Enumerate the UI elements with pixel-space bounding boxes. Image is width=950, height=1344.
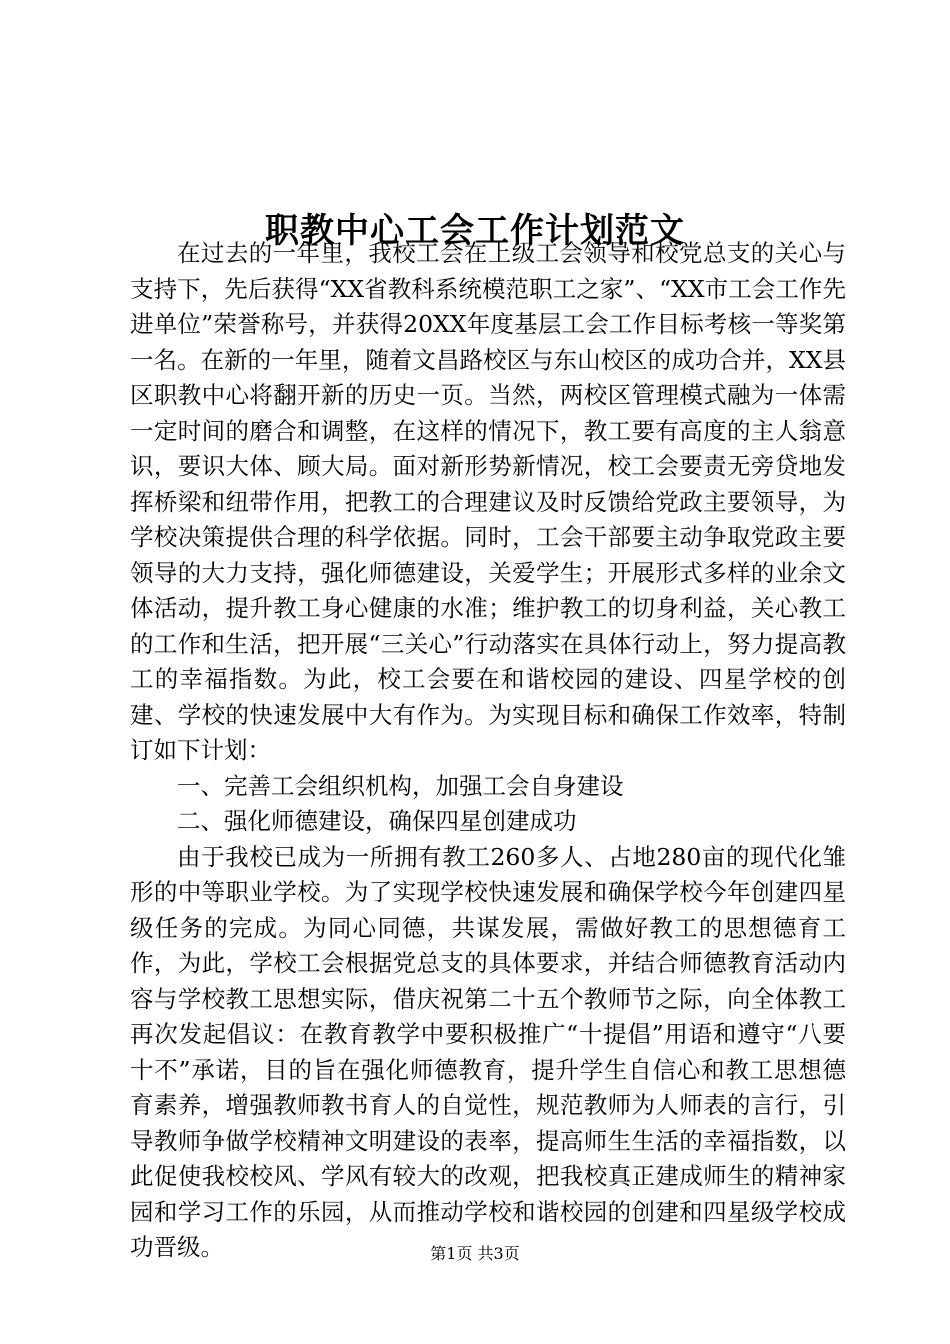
page-footer: 第1页 共3页 [430,1244,520,1263]
section-heading-1: 一、完善工会组织机构，加强工会自身建设 [177,771,624,800]
section-heading-2: 二、强化师德建设，确保四星创建成功 [177,807,577,835]
document-title: 职教中心工会工作计划范文 [265,210,685,251]
paragraph-section-2: 由于我校已成为一所拥有教工260多人、占地280亩的现代化雏形的中等职业学校。为了实现学校快速发展和确保学校今年创建四星级任务的完成。为同心同德，共谋发展，需做好教工的思想德育工作，为此，学校工会根据党总支的具体要求，并结合师德教育活动内容与学校教工思想实际，借庆祝第二十五个教师节之际，向全体教工再次发起倡议：在教育教学中要积极推广“十提倡”用语和遵守“八要十不”承诺，目的旨在强化师德教育，提升学生自信心和教工思想德育素养，增强教师教书育人的自觉性，规范教师为人师表的言行，引导教师争做学校精神文明建设的表率，提高师生生活的幸福指数，以此促使我校校风、学风有较大的改观，把我校真正建成师生的精神家园和学习工作的乐园，从而推动学校和谐校园的创建和四星级学校成功晋级。 [130,842,846,1261]
paragraph-intro: 在过去的一年里，我校工会在上级工会领导和校党总支的关心与支持下，先后获得“XX省教科系统模范职工之家”、“XX市工会工作先进单位”荣誉称号，并获得20XX年度基层工会工作目标考核一等奖第一名。在新的一年里，随着文昌路校区与东山校区的成功合并，XX县区职教中心将翻开新的历史一页。当然，两校区管理模式融为一体需一定时间的磨合和调整，在这样的情况下，教工要有高度的主人翁意识，要识大体、顾大局。面对新形势新情况，校工会要责无旁贷地发挥桥梁和纽带作用，把教工的合理建议及时反馈给党政主要领导，为学校决策提供合理的科学依据。同时，工会干部要主动争取党政主要领导的大力支持，强化师德建设，关爱学生；开展形式多样的业余文体活动，提升教工身心健康的水准；维护教工的切身利益，关心教工的工作和生活，把开展“三关心”行动落实在具体行动上，努力提高教工的幸福指数。为此，校工会要在和谐校园的建设、四星学校的创建、学校的快速发展中大有作为。为实现目标和确保工作效率，特制订如下计划： [130,239,846,764]
document-body [130,236,846,1266]
